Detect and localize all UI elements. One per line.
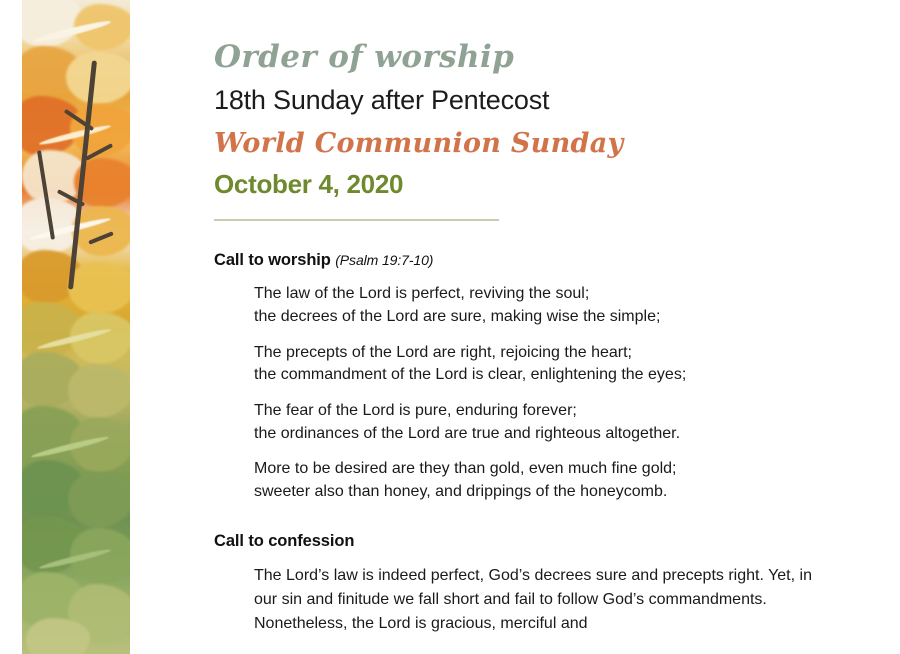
stanza <box>254 400 854 445</box>
section-heading-text: Call to confession <box>214 531 355 550</box>
stanza <box>254 342 854 387</box>
stanza-line: The law of the Lord is perfect, reviving the soul; <box>254 285 590 303</box>
section-heading <box>214 251 854 270</box>
section-call-to-worship <box>214 251 854 504</box>
stanza-line: the decrees of the Lord are sure, making wise the simple; <box>254 307 661 325</box>
service-date: October 4, 2020 <box>214 169 404 200</box>
stanza-line: The precepts of the Lord are right, rejoicing the heart; <box>254 343 632 361</box>
section-paragraph: The Lord’s law is indeed perfect, God’s decrees sure and precepts right. Yet, in our sin and finitude we fall short and fail to follow God’s commandments. Nonetheless, the Lord is gracious, merciful and <box>254 566 812 632</box>
section-heading <box>214 532 854 551</box>
section-heading-text: Call to worship <box>214 251 331 270</box>
autumn-painting-artwork <box>22 0 130 654</box>
special-sunday-label: World Communion Sunday <box>214 128 624 160</box>
artwork-tree-branches <box>22 0 130 654</box>
section-call-to-confession <box>214 532 854 636</box>
stanza-line: The fear of the Lord is pure, enduring forever; <box>254 401 577 419</box>
stanza <box>254 458 854 503</box>
sunday-label: 18th Sunday after Pentecost <box>214 85 550 116</box>
stanza <box>254 283 854 328</box>
stanza-line: More to be desired are they than gold, even much fine gold; <box>254 460 677 478</box>
order-of-worship-title: Order of worship <box>214 39 515 75</box>
bulletin-content <box>214 0 854 654</box>
title-divider <box>214 219 499 221</box>
section-scripture-reference: (Psalm 19:7-10) <box>335 252 434 269</box>
stanza-line: the ordinances of the Lord are true and righteous altogether. <box>254 424 681 442</box>
stanza-line: the commandment of the Lord is clear, enlightening the eyes; <box>254 366 687 384</box>
stanza-line: sweeter also than honey, and drippings of the honeycomb. <box>254 483 668 501</box>
